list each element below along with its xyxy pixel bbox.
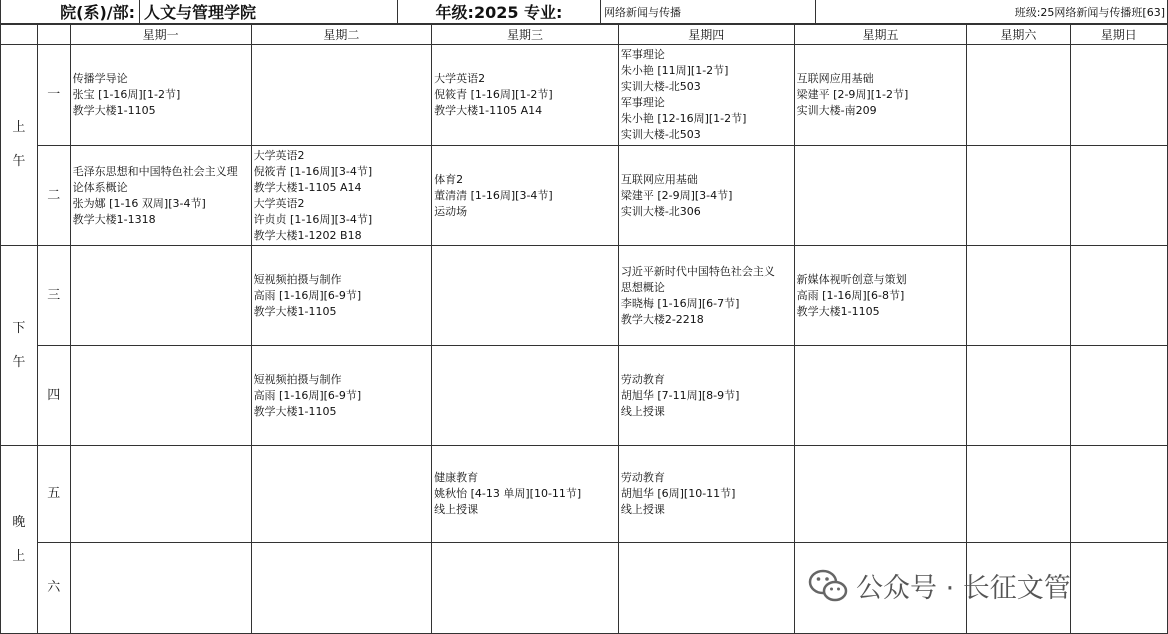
dept-value-cell [140,0,398,24]
schedule-cell [1070,146,1167,246]
period-number: 五 [37,446,70,543]
schedule-cell [967,45,1070,146]
schedule-cell[interactable] [432,146,619,246]
day-header-thu: 星期四 [618,25,794,45]
watermark [808,566,1071,605]
schedule-cell [967,446,1070,543]
half-day-text: 晚 上 [12,514,26,564]
period-row [1,246,1168,346]
dept-label: 院(系)/部: [60,3,135,22]
half-day-label [1,45,38,246]
day-header-row [1,25,1168,45]
half-day-text: 上 午 [12,120,26,169]
period-number: 二 [37,146,70,246]
watermark-text: 公众号 · 长征文管 [856,573,1071,604]
course-line: 劳动教育 [620,372,665,386]
period-number: 六 [37,543,70,634]
course-entry [254,372,432,420]
dept-label-cell [0,0,140,24]
course-line: 姚秋怡 [4-13 单周][10-11节] [434,487,582,500]
half-day-label [1,446,38,634]
schedule-cell [794,146,967,246]
course-line: 短视频拍摄与制作 [253,272,342,286]
course-entry [797,71,967,119]
course-line: 实训大楼-南209 [796,104,877,117]
day-header-fri: 星期五 [794,25,967,45]
schedule-cell[interactable] [432,446,619,543]
course-line: 习近平新时代中国特色社会主义 [620,264,775,278]
period-number: 四 [37,346,70,446]
schedule-cell [1070,346,1167,446]
day-header-mon: 星期一 [70,25,251,45]
course-line: 教学大楼1-1105 [253,304,337,318]
course-line: 传播学导论 [72,72,128,85]
course-line: 高雨 [1-16周][6-9节] [253,388,362,402]
course-entry [73,71,251,119]
course-line: 短视频拍摄与制作 [253,372,342,386]
period-number: 三 [37,246,70,346]
course-line: 体育2 [434,172,464,186]
course-line: 李晓梅 [1-16周][6-7节] [620,296,740,310]
course-entry [254,148,432,244]
schedule-cell [794,446,967,543]
course-line: 线上授课 [620,404,665,418]
schedule-cell[interactable] [618,246,794,346]
course-entry [621,470,794,518]
course-line: 大学英语2 [253,196,305,210]
course-line: 张为娜 [1-16 双周][3-4节] [72,196,206,210]
course-line: 大学英语2 [253,148,305,162]
day-header-wed: 星期三 [432,25,619,45]
course-line: 军事理论 [620,96,665,109]
class-cell [816,0,1168,24]
schedule-cell[interactable] [251,146,432,246]
schedule-cell [70,246,251,346]
course-entry [621,264,794,328]
day-header-sun: 星期日 [1070,25,1167,45]
schedule-cell [432,246,619,346]
schedule-cell[interactable] [251,346,432,446]
course-entry [434,71,618,119]
course-line: 实训大楼-北503 [620,80,701,93]
class-label: 班级:25网络新闻与传播班[63] [1014,5,1165,19]
timetable [0,24,1168,634]
course-line: 高雨 [1-16周][6-8节] [796,288,905,302]
course-entry [621,372,794,420]
schedule-cell[interactable] [70,146,251,246]
major-value: 网络新闻与传播 [604,5,681,19]
course-line: 朱小艳 [12-16周][1-2节] [620,112,747,125]
schedule-cell [70,346,251,446]
schedule-cell [1070,45,1167,146]
schedule-cell[interactable] [794,45,967,146]
course-line: 朱小艳 [11周][1-2节] [620,64,729,77]
course-line: 线上授课 [434,503,479,516]
period-row [1,446,1168,543]
course-line: 胡旭华 [6周][10-11节] [620,487,736,500]
course-line: 教学大楼1-1105 A14 [434,104,543,117]
schedule-cell [618,543,794,634]
course-entry [621,47,794,143]
course-line: 实训大楼-北503 [620,128,701,141]
schedule-cell[interactable] [618,146,794,246]
course-line: 教学大楼1-1318 [72,212,156,226]
dept-value: 人文与管理学院 [144,3,257,22]
course-line: 教学大楼1-1105 [796,304,880,318]
schedule-cell[interactable] [618,346,794,446]
course-line: 胡旭华 [7-11周][8-9节] [620,388,740,402]
course-line: 教学大楼1-1105 A14 [253,180,362,194]
schedule-cell [70,543,251,634]
course-line: 互联网应用基础 [796,72,874,85]
course-line: 教学大楼1-1202 B18 [253,228,362,242]
course-line: 毛泽东思想和中国特色社会主义理 [72,164,238,178]
course-line: 军事理论 [620,48,665,61]
course-line: 论体系概论 [72,180,128,194]
schedule-cell [251,45,432,146]
period-number: 一 [37,45,70,146]
corner-cell [1,25,38,45]
course-line: 实训大楼-北306 [620,204,701,218]
course-line: 倪筱青 [1-16周][1-2节] [434,88,553,101]
schedule-cell [794,346,967,446]
schedule-cell [1070,446,1167,543]
course-entry [797,272,967,320]
course-line: 张宝 [1-16周][1-2节] [72,88,181,101]
course-entry [434,172,618,220]
course-entry [621,172,794,220]
course-line: 倪筱青 [1-16周][3-4节] [253,164,373,178]
day-header-tue: 星期二 [251,25,432,45]
schedule-cell[interactable] [432,45,619,146]
wechat-icon [808,568,848,604]
course-line: 互联网应用基础 [620,172,698,186]
course-line: 高雨 [1-16周][6-9节] [253,288,362,302]
corner-cell [37,25,70,45]
course-line: 运动场 [434,204,468,218]
schedule-cell[interactable] [794,246,967,346]
day-header-sat: 星期六 [967,25,1070,45]
course-line: 董清清 [1-16周][3-4节] [434,188,553,202]
schedule-cell [967,146,1070,246]
schedule-cell [432,543,619,634]
schedule-cell[interactable] [70,45,251,146]
schedule-cell [1070,246,1167,346]
schedule-cell [432,346,619,446]
period-row [1,146,1168,246]
grade-major-label: 年级:2025 专业: [435,3,563,22]
course-line: 劳动教育 [620,471,665,484]
half-day-label [1,246,38,446]
period-row [1,346,1168,446]
schedule-cell[interactable] [618,45,794,146]
schedule-cell [251,543,432,634]
schedule-cell[interactable] [251,246,432,346]
course-line: 梁建平 [2-9周][3-4节] [620,188,733,202]
course-line: 梁建平 [2-9周][1-2节] [796,88,909,101]
course-line: 大学英语2 [434,72,486,85]
half-day-text: 下 午 [12,320,26,370]
schedule-cell [967,246,1070,346]
schedule-cell [967,346,1070,446]
period-row [1,45,1168,146]
grade-major-cell [398,0,601,24]
course-line: 新媒体视听创意与策划 [796,272,907,286]
course-line: 思想概论 [620,280,665,294]
course-entry [434,470,618,518]
course-line: 教学大楼1-1105 [72,104,156,117]
major-value-cell [601,0,816,24]
course-entry [254,272,432,320]
course-entry [73,164,251,228]
schedule-cell [251,446,432,543]
schedule-cell [70,446,251,543]
course-line: 教学大楼1-1105 [253,404,337,418]
course-line: 教学大楼2-2218 [620,312,704,326]
course-line: 许贞贞 [1-16周][3-4节] [253,212,373,226]
course-line: 线上授课 [620,503,665,516]
schedule-cell [1070,543,1167,634]
course-line: 健康教育 [434,471,479,484]
schedule-cell[interactable] [618,446,794,543]
